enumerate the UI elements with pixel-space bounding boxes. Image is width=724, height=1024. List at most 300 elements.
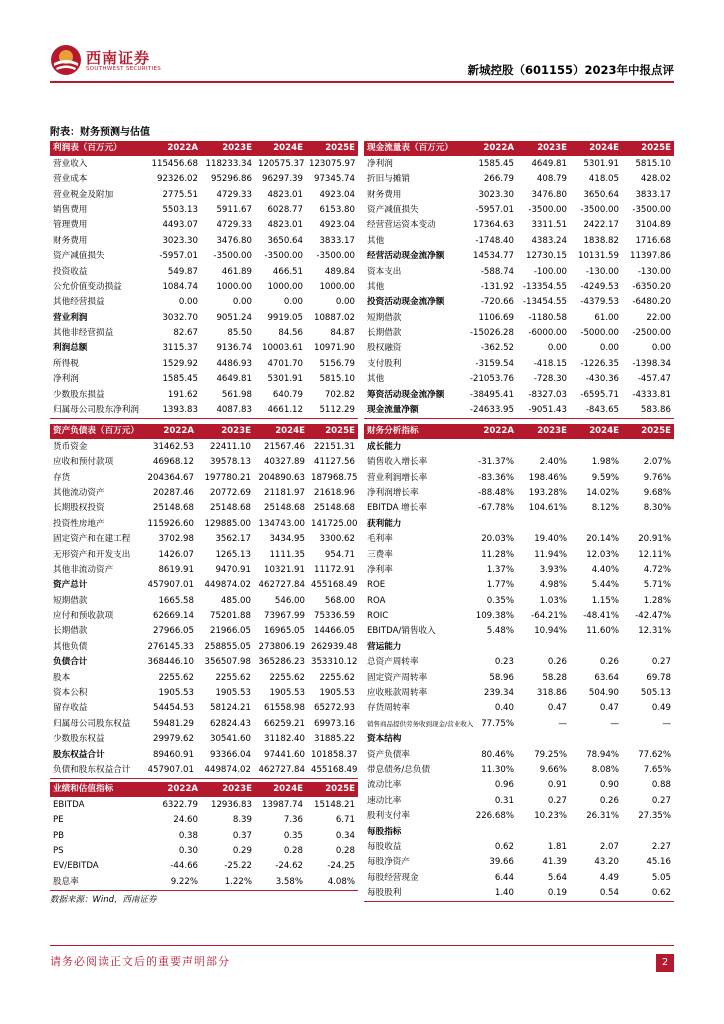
value-cell: 561.98 <box>221 389 252 400</box>
row-label-cell: 所得税 <box>53 358 79 369</box>
value-cell: 3562.17 <box>215 534 251 545</box>
value-cell: 5112.29 <box>306 403 358 419</box>
value-cell: 2255.62 <box>319 672 355 683</box>
table-row <box>364 486 674 501</box>
value-cell: 25148.68 <box>263 503 305 514</box>
value-cell: 96297.39 <box>261 174 303 185</box>
row-label-cell: 每股收益 <box>367 841 402 852</box>
value-cell: 2422.17 <box>583 220 619 231</box>
value-cell: 0.54 <box>570 886 622 902</box>
value-cell: 5815.10 <box>635 158 671 169</box>
value-cell: 26.31% <box>586 811 619 822</box>
value-cell: 408.79 <box>536 174 567 185</box>
value-cell <box>462 732 517 747</box>
row-label-cell: 支付股利 <box>367 358 402 369</box>
value-cell: 276145.33 <box>147 641 194 652</box>
table-row <box>364 516 674 531</box>
value-cell: 9.76% <box>643 472 671 483</box>
table-row <box>364 778 674 793</box>
logo-chinese-text: 西南证券 <box>86 49 151 67</box>
value-cell: 1111.35 <box>269 549 305 560</box>
value-cell: 466.51 <box>272 266 303 277</box>
row-label-cell: 每股净资产 <box>367 857 410 868</box>
table-row <box>364 455 674 470</box>
value-cell: 93366.04 <box>209 749 251 760</box>
table-row <box>50 187 358 202</box>
row-label-cell: 股东权益合计 <box>53 749 105 760</box>
table-row <box>364 356 674 371</box>
value-cell: 462727.84 <box>258 580 305 591</box>
row-label-cell: 其他非流动资产 <box>53 564 114 575</box>
value-cell: 0.29 <box>232 845 252 856</box>
table-row <box>50 264 358 279</box>
footer-disclaimer: 请务必阅读正文后的重要声明部分 <box>50 955 230 968</box>
value-cell: 22411.10 <box>209 441 251 452</box>
value-cell: 449874.02 <box>204 580 251 591</box>
value-cell: -83.36% <box>478 472 514 483</box>
table-row <box>50 547 358 562</box>
value-cell: 9136.74 <box>216 343 252 354</box>
value-cell: 262939.48 <box>311 641 358 652</box>
value-cell: 6.71 <box>335 815 355 826</box>
table-title-cell: 财务分析指标 <box>364 424 462 439</box>
value-cell: 5.44% <box>591 580 619 591</box>
value-cell: 3311.51 <box>531 220 567 231</box>
value-cell: 204890.63 <box>258 472 305 483</box>
table-row <box>364 218 674 233</box>
value-cell: 11.60% <box>586 626 619 637</box>
value-cell: 0.28 <box>335 845 355 856</box>
value-cell: 115456.68 <box>151 158 198 169</box>
row-label-cell: 资产减值损失 <box>53 251 105 262</box>
value-cell: 7.36 <box>283 815 303 826</box>
value-cell: 455168.49 <box>308 763 358 779</box>
table-row <box>364 809 674 824</box>
row-label-cell: 每股指标 <box>367 826 402 837</box>
table-row <box>50 563 358 578</box>
value-cell: 4.08% <box>306 874 358 890</box>
value-cell: -728.30 <box>533 374 567 385</box>
value-cell: 97441.60 <box>263 749 305 760</box>
table-header-row <box>364 424 674 439</box>
row-label-cell: 股权融资 <box>367 343 402 354</box>
value-cell: 17364.63 <box>472 220 514 231</box>
value-cell: 4923.04 <box>319 220 355 231</box>
table-row <box>50 486 358 501</box>
value-cell: 1585.45 <box>162 374 198 385</box>
value-cell: -24.25 <box>327 861 355 872</box>
value-cell: 3702.98 <box>158 534 194 545</box>
row-label-cell: 应收账款周转率 <box>367 688 428 699</box>
table-row <box>50 747 358 762</box>
table-row <box>364 670 674 685</box>
value-cell: 123075.97 <box>309 158 356 169</box>
value-cell: 204364.67 <box>147 472 194 483</box>
value-cell: 2255.62 <box>269 672 305 683</box>
row-label-cell: 其他流动资产 <box>53 487 105 498</box>
data-source-note: 数据来源：Wind，西南证券 <box>50 895 157 905</box>
table-row <box>364 886 674 902</box>
value-cell: 1529.92 <box>162 358 198 369</box>
row-label-cell: EBITDA/销售收入 <box>367 626 436 637</box>
value-cell: 197780.21 <box>204 472 251 483</box>
value-cell: 1.98% <box>591 457 619 468</box>
row-label-cell: PE <box>53 815 64 826</box>
value-cell <box>517 824 570 839</box>
value-cell: -67.78% <box>478 503 514 514</box>
value-cell: 3032.70 <box>162 312 198 323</box>
value-cell: -15026.28 <box>469 328 514 339</box>
value-cell: 31182.40 <box>263 734 305 745</box>
value-cell: 19.40% <box>534 534 567 545</box>
value-cell: 5911.67 <box>216 204 252 215</box>
value-cell: 29979.62 <box>152 734 194 745</box>
value-cell: 129885.00 <box>204 518 251 529</box>
value-cell: 77.75% <box>481 718 514 729</box>
row-label-cell: 资产减值损失 <box>367 204 419 215</box>
row-label-cell: 三费率 <box>367 549 393 560</box>
table-row <box>50 203 358 218</box>
value-cell: 75201.88 <box>209 611 251 622</box>
value-cell: 27.35% <box>638 811 671 822</box>
value-cell: -4333.81 <box>632 389 671 400</box>
row-label-cell: 负债和股东权益合计 <box>50 763 140 779</box>
value-cell: 21567.46 <box>263 441 305 452</box>
year-header-cell: 2025E <box>622 424 674 439</box>
value-cell: -720.66 <box>480 297 514 308</box>
table-row <box>364 655 674 670</box>
value-cell: 9.22% <box>146 874 201 890</box>
value-cell: -9051.43 <box>517 403 570 419</box>
value-cell: 4661.12 <box>255 403 306 419</box>
value-cell: 0.00 <box>651 343 671 354</box>
table-title-cell: 利润表（百万元） <box>50 141 146 156</box>
value-cell: 0.30 <box>178 845 198 856</box>
row-label-cell: 总资产周转率 <box>367 657 419 668</box>
value-cell <box>570 732 622 747</box>
table-row <box>364 439 674 454</box>
table-row <box>50 532 358 547</box>
row-label-cell: 资本结构 <box>367 734 402 745</box>
value-cell: 1.77% <box>486 580 514 591</box>
value-cell: 0.27 <box>651 657 671 668</box>
value-cell: 11.94% <box>534 549 567 560</box>
value-cell: 3115.37 <box>162 343 198 354</box>
table-header-row <box>50 424 358 439</box>
row-label-cell: PB <box>53 830 65 841</box>
row-label-cell: 每股经营现金 <box>367 872 419 883</box>
header-divider <box>50 81 674 83</box>
table-row <box>50 763 358 779</box>
row-label-cell: 其他经营损益 <box>53 297 105 308</box>
row-label-cell: 筹资活动现金流净额 <box>367 389 445 400</box>
value-cell: 1.22% <box>201 874 255 890</box>
page-number: 2 <box>656 954 674 972</box>
value-cell: -418.15 <box>533 358 567 369</box>
income-statement-table <box>50 141 358 419</box>
southwest-securities-logo-icon <box>50 44 82 76</box>
value-cell: 1265.13 <box>215 549 251 560</box>
value-cell: 66259.21 <box>263 718 305 729</box>
value-cell: 84.87 <box>330 328 355 339</box>
value-cell: 24.60 <box>173 815 198 826</box>
value-cell: 457907.01 <box>147 580 194 591</box>
value-cell: 9470.91 <box>215 564 251 575</box>
value-cell: 457907.01 <box>140 763 197 779</box>
table-row <box>364 855 674 870</box>
value-cell <box>622 824 674 839</box>
table-row <box>364 747 674 762</box>
value-cell: -3500.00 <box>528 204 567 215</box>
row-label-cell: 资本支出 <box>367 266 402 277</box>
value-cell: 455168.49 <box>311 580 358 591</box>
row-label-cell: 归属母公司股东净利润 <box>50 403 146 419</box>
value-cell: 549.87 <box>167 266 198 277</box>
value-cell: 4.98% <box>539 580 567 591</box>
value-cell: -64.21% <box>531 611 567 622</box>
value-cell: -4249.53 <box>580 281 619 292</box>
value-cell <box>517 439 570 454</box>
value-cell: 20287.46 <box>152 487 194 498</box>
value-cell: 4.72% <box>643 564 671 575</box>
value-cell: 85.50 <box>227 328 252 339</box>
table-row <box>364 341 674 356</box>
value-cell <box>462 824 517 839</box>
year-header-cell: 2022A <box>146 782 201 797</box>
value-cell: -13454.55 <box>522 297 567 308</box>
value-cell: 1665.58 <box>158 595 194 606</box>
value-cell: 1905.53 <box>158 688 194 699</box>
logo-english-text: SOUTHWEST SECURITIES <box>86 66 162 72</box>
value-cell: 8.08% <box>591 764 619 775</box>
row-label-cell: 净利润 <box>53 374 79 385</box>
value-cell: 31885.22 <box>313 734 355 745</box>
row-label-cell: 销售商品提供劳务收到现金/营业收入 <box>367 719 474 728</box>
value-cell: 14.02% <box>586 487 619 498</box>
value-cell: 0.00 <box>232 297 252 308</box>
value-cell: -38495.41 <box>469 389 514 400</box>
cash-flow-table <box>364 141 674 419</box>
value-cell: -3159.54 <box>475 358 514 369</box>
row-label-cell: 折旧与摊销 <box>367 174 410 185</box>
table-row <box>50 609 358 624</box>
value-cell: 11397.86 <box>629 251 671 262</box>
table-row <box>364 233 674 248</box>
value-cell: 14466.05 <box>313 626 355 637</box>
row-label-cell: 负债合计 <box>53 657 88 668</box>
value-cell: 8.30% <box>643 503 671 514</box>
row-label-cell: 固定资产周转率 <box>367 672 428 683</box>
row-label-cell: 营业税金及附加 <box>53 189 114 200</box>
value-cell: 4823.01 <box>267 220 303 231</box>
value-cell: -5957.01 <box>159 251 198 262</box>
table-row <box>364 372 674 387</box>
table-row <box>50 356 358 371</box>
value-cell: 89460.91 <box>152 749 194 760</box>
value-cell: 10003.61 <box>261 343 303 354</box>
year-header-cell: 2022A <box>462 424 517 439</box>
value-cell: -25.22 <box>224 861 252 872</box>
value-cell: 12.11% <box>638 549 671 560</box>
row-label-cell: 无形资产和开发支出 <box>53 549 131 560</box>
value-cell: 3023.30 <box>478 189 514 200</box>
value-cell: 5.05 <box>651 872 671 883</box>
value-cell: 39.66 <box>489 857 514 868</box>
row-label-cell: 获利能力 <box>367 518 402 529</box>
value-cell: 640.79 <box>272 389 303 400</box>
row-label-cell: 股本 <box>53 672 71 683</box>
value-cell: -42.47% <box>635 611 671 622</box>
table-row <box>50 670 358 685</box>
value-cell <box>570 439 622 454</box>
value-cell: 10131.59 <box>577 251 619 262</box>
value-cell <box>517 639 570 654</box>
value-cell: 2.07 <box>599 841 619 852</box>
table-row <box>364 295 674 310</box>
table-row <box>50 828 358 843</box>
year-header-cell: 2024E <box>570 141 622 156</box>
value-cell: 0.40 <box>494 703 514 714</box>
table-row <box>364 187 674 202</box>
value-cell: 58124.21 <box>209 703 251 714</box>
table-title-cell: 业绩和估值指标 <box>50 782 146 797</box>
year-header-cell: 2024E <box>255 141 306 156</box>
value-cell: 0.26 <box>599 795 619 806</box>
value-cell: 462727.84 <box>254 763 308 779</box>
year-header-cell: 2022A <box>146 141 201 156</box>
table-header-row <box>364 141 674 156</box>
value-cell: -3500.00 <box>632 204 671 215</box>
value-cell: 8.12% <box>591 503 619 514</box>
table-header-row <box>50 782 358 797</box>
row-label-cell: 财务费用 <box>367 189 402 200</box>
value-cell <box>517 516 570 531</box>
table-row <box>50 578 358 593</box>
value-cell: -131.92 <box>480 281 514 292</box>
value-cell: 0.38 <box>178 830 198 841</box>
value-cell: 10971.90 <box>313 343 355 354</box>
value-cell: 505.13 <box>640 688 671 699</box>
row-label-cell: 其他非经营损益 <box>53 328 114 339</box>
value-cell: 3476.80 <box>531 189 567 200</box>
value-cell: 5.48% <box>486 626 514 637</box>
value-cell: 115926.60 <box>147 518 194 529</box>
value-cell: 9.68% <box>643 487 671 498</box>
value-cell: 0.96 <box>494 780 514 791</box>
table-row <box>364 310 674 325</box>
row-label-cell: ROIC <box>367 611 389 622</box>
value-cell: 4923.04 <box>319 189 355 200</box>
table-row <box>50 341 358 356</box>
value-cell: 92326.02 <box>156 174 198 185</box>
value-cell: 191.62 <box>167 389 198 400</box>
value-cell: -1398.34 <box>632 358 671 369</box>
table-row <box>50 732 358 747</box>
value-cell: 9919.05 <box>267 312 303 323</box>
value-cell: 109.38% <box>475 611 514 622</box>
value-cell: 25148.68 <box>313 503 355 514</box>
row-label-cell: 净利率 <box>367 564 393 575</box>
value-cell <box>570 824 622 839</box>
value-cell: — <box>558 718 567 729</box>
table-row <box>50 172 358 187</box>
table-row <box>50 516 358 531</box>
value-cell: -3500.00 <box>316 251 355 262</box>
value-cell: 1905.53 <box>269 688 305 699</box>
value-cell: 69.78 <box>646 672 671 683</box>
value-cell: 4486.93 <box>216 358 252 369</box>
year-header-cell: 2022A <box>140 424 197 439</box>
value-cell <box>462 516 517 531</box>
value-cell: 198.46% <box>528 472 567 483</box>
table-row <box>364 824 674 839</box>
row-label-cell: 经营营运资本变动 <box>367 220 436 231</box>
value-cell: 62824.43 <box>209 718 251 729</box>
table-row <box>364 593 674 608</box>
value-cell: 485.00 <box>220 595 251 606</box>
value-cell: 46968.12 <box>152 457 194 468</box>
table-row <box>50 624 358 639</box>
table-row <box>364 639 674 654</box>
value-cell: 0.35% <box>486 595 514 606</box>
section-title: 附表：财务预测与估值 <box>50 127 150 138</box>
row-label-cell: 现金流量净额 <box>364 403 462 419</box>
value-cell: 4729.33 <box>216 189 252 200</box>
report-title: 新城控股（601155）2023年中报点评 <box>467 63 674 77</box>
table-row <box>50 372 358 387</box>
value-cell: 5156.79 <box>319 358 355 369</box>
row-label-cell: 管理费用 <box>53 220 88 231</box>
value-cell: 8619.91 <box>158 564 194 575</box>
row-label-cell: 利润总额 <box>53 343 88 354</box>
company-logo <box>50 44 180 78</box>
table-row <box>364 326 674 341</box>
value-cell: 10.23% <box>534 811 567 822</box>
year-header-cell: 2023E <box>201 782 255 797</box>
year-header-cell: 2023E <box>201 141 255 156</box>
value-cell: 0.28 <box>283 845 303 856</box>
value-cell: 1.28% <box>643 595 671 606</box>
value-cell: 58.28 <box>542 672 567 683</box>
value-cell: 5503.13 <box>162 204 198 215</box>
value-cell: 95296.86 <box>210 174 252 185</box>
value-cell: 1905.53 <box>215 688 251 699</box>
value-cell: 1084.74 <box>162 281 198 292</box>
value-cell: 1716.68 <box>635 235 671 246</box>
row-label-cell: 资产总计 <box>53 580 88 591</box>
row-label-cell: 存货周转率 <box>367 703 410 714</box>
value-cell: 1.81 <box>547 841 567 852</box>
row-label-cell: 毛利率 <box>367 534 393 545</box>
value-cell: 11172.91 <box>313 564 355 575</box>
value-cell: 69973.16 <box>313 718 355 729</box>
value-cell: 0.31 <box>494 795 514 806</box>
row-label-cell: 公允价值变动损益 <box>53 281 122 292</box>
value-cell: 77.62% <box>638 749 671 760</box>
value-cell: 3650.64 <box>267 235 303 246</box>
row-label-cell: EV/EBITDA <box>53 861 99 872</box>
year-header-cell: 2024E <box>570 424 622 439</box>
value-cell: — <box>610 718 619 729</box>
year-header-cell: 2024E <box>255 782 306 797</box>
row-label-cell: 股利支付率 <box>367 811 410 822</box>
row-label-cell: 其他 <box>367 281 385 292</box>
value-cell: 31462.53 <box>152 441 194 452</box>
value-cell: 6153.80 <box>319 204 355 215</box>
table-row <box>364 156 674 171</box>
value-cell: -13354.55 <box>522 281 567 292</box>
value-cell: 4701.70 <box>267 358 303 369</box>
